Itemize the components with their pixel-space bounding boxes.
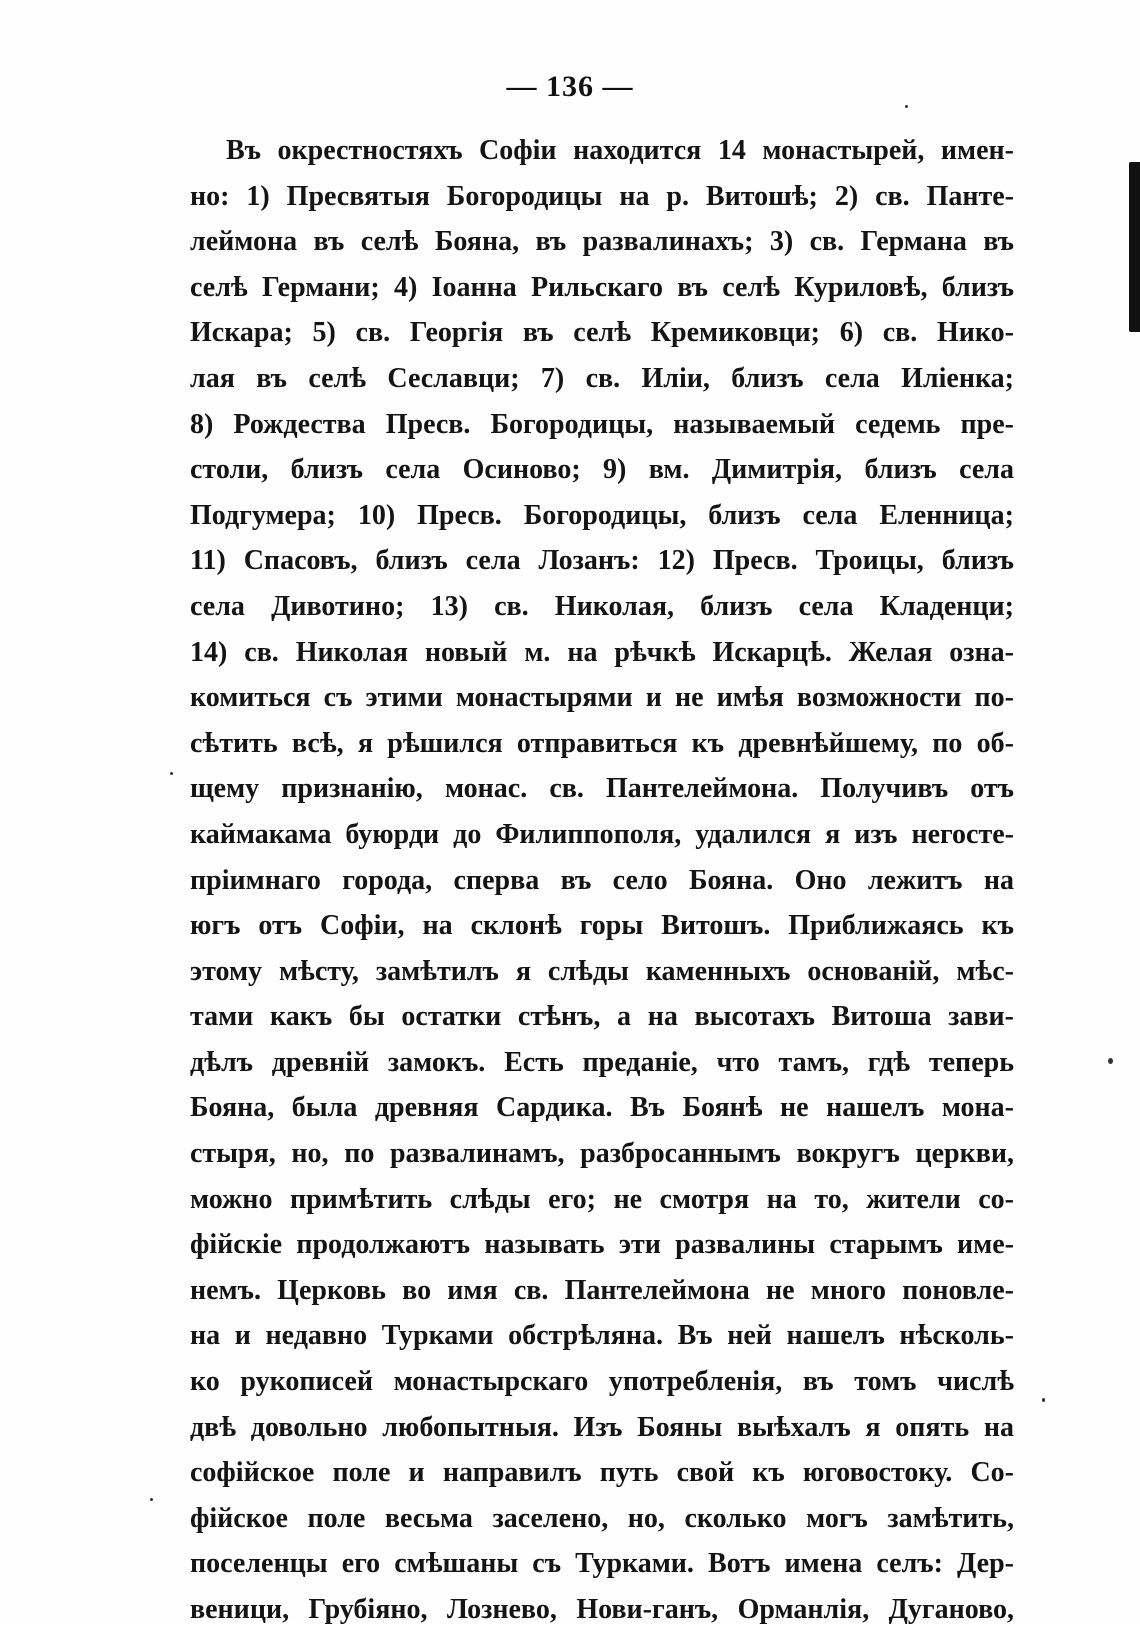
text-line: Бояна, была древняя Сардика. Въ Боянѣ не нашелъ мона- [190,1092,1014,1124]
text-line: Искара; 5) св. Георгія въ селѣ Кремиковци; 6) св. Нико- [190,317,1014,349]
text-line: селѣ Германи; 4) Іоанна Рильскаго въ селѣ Куриловѣ, близъ [190,271,1014,303]
text-line: на и недавно Турками обстрѣляна. Въ ней нашелъ нѣсколь- [190,1320,1014,1352]
scan-speck [170,772,173,775]
text-line: но: 1) Пресвятыя Богородицы на р. Витошѣ; 2) св. Панте- [190,180,1014,212]
text-line: щему признанію, монас. св. Пантелеймона. Получивъ отъ [190,773,1014,805]
text-line: софійское поле и направилъ путь свой къ юговостоку. Со- [190,1457,1014,1489]
text-line: поселенцы его смѣшаны съ Турками. Вотъ имена селъ: Дер- [190,1548,1014,1580]
scan-speck [905,105,908,108]
text-line: двѣ довольно любопытныя. Изъ Бояны выѣхалъ я опять на [190,1411,1014,1443]
text-line: веници, Грубіяно, Лознево, Нови-ганъ, Орманлія, Дуганово, [190,1594,1014,1625]
text-line: леймона въ селѣ Бояна, въ развалинахъ; 3) св. Германа въ [190,226,1014,258]
text-line: дѣлъ древній замокъ. Есть преданіе, что тамъ, гдѣ теперь [190,1046,1014,1078]
page-number: — 136 — [506,70,634,103]
text-line: ко рукописей монастырскаго употребленія, въ томъ числѣ [190,1366,1014,1398]
text-line: столи, близъ села Осиново; 9) вм. Димитрія, близъ села [190,454,1014,486]
text-line: этому мѣсту, замѣтилъ я слѣды каменныхъ основаній, мѣс- [190,955,1014,987]
body-text [190,128,1014,1633]
text-line: 14) св. Николая новый м. на рѣчкѣ Искарцѣ. Желая озна- [190,636,1014,668]
text-line: стыря, но, по развалинамъ, разбросаннымъ вокругъ церкви, [190,1138,1014,1170]
scan-speck [1108,1058,1113,1064]
text-line: каймакама буюрди до Филиппополя, удалился я изъ негосте- [190,818,1014,850]
text-line: немъ. Церковь во имя св. Пантелеймона не много поновле- [190,1274,1014,1306]
text-line: тами какъ бы остатки стѣнъ, а на высотахъ Витоша зави- [190,1001,1014,1033]
text-line: сѣтить всѣ, я рѣшился отправиться къ древнѣйшему, по об- [190,727,1014,759]
text-line: 11) Спасовъ, близъ села Лозанъ: 12) Пресв. Троицы, близъ [190,545,1014,577]
text-line: Въ окрестностяхъ Софіи находится 14 монастырей, имен- [226,135,1014,166]
text-line: комиться съ этими монастырями и не имѣя возможности по- [190,682,1014,714]
text-line: 8) Рождества Пресв. Богородицы, называемый седемь пре- [190,408,1014,440]
text-line: можно примѣтить слѣды его; не смотря на то, жители со- [190,1183,1014,1215]
text-line: села Дивотино; 13) св. Николая, близъ села Кладенци; [190,590,1014,622]
text-line: Подгумера; 10) Пресв. Богородицы, близъ села Еленница; [190,499,1014,531]
scan-speck [1042,1398,1045,1402]
text-line: югъ отъ Софіи, на склонѣ горы Витошъ. Приближаясь къ [190,910,1014,942]
text-line: фійское поле весьма заселено, но, сколько могъ замѣтить, [190,1502,1014,1534]
text-line: фійскіе продолжаютъ называть эти развалины старымъ име- [190,1229,1014,1261]
scan-speck [150,1498,153,1501]
text-line: пріимнаго города, сперва въ село Бояна. Оно лежитъ на [190,864,1014,896]
text-line: лая въ селѣ Сеславци; 7) св. Иліи, близъ села Иліенка; [190,362,1014,394]
scan-edge-mark [1129,162,1140,332]
